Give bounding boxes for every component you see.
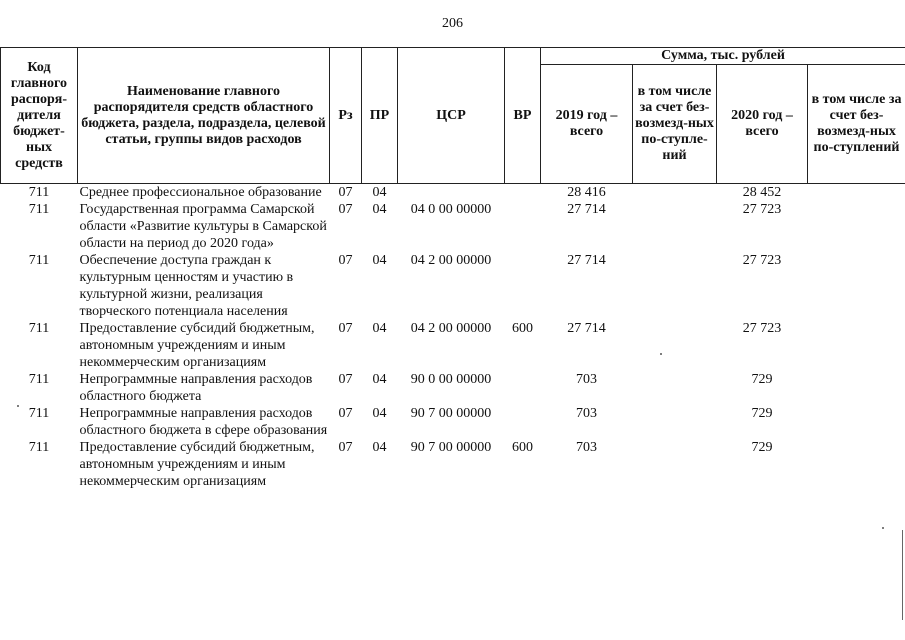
cell-pr: 04 bbox=[372, 253, 387, 268]
header-rz: Рз bbox=[330, 48, 362, 184]
cell-csr: 90 0 00 00000 bbox=[410, 372, 492, 387]
scan-edge-line bbox=[902, 530, 903, 620]
header-2019-gratis: в том числе за счет без-возмезд-ных по-ступле-ний bbox=[633, 65, 717, 184]
cell-rz: 07 bbox=[338, 372, 353, 387]
cell-2020-total: 729 bbox=[751, 406, 773, 421]
cell-2020-total: 28 452 bbox=[742, 185, 782, 200]
cell-2019-total: 27 714 bbox=[567, 321, 606, 336]
table-row bbox=[1, 252, 905, 320]
cell-2020-gratis bbox=[808, 184, 905, 202]
cell-2019-gratis bbox=[633, 405, 717, 439]
cell-vr bbox=[505, 201, 541, 252]
cell-vr bbox=[505, 405, 541, 439]
scan-speck bbox=[17, 405, 19, 407]
header-sum-group: Сумма, тыс. рублей bbox=[541, 48, 905, 65]
header-pr: ПР bbox=[362, 48, 398, 184]
cell-2020-total: 27 723 bbox=[742, 253, 782, 268]
cell-2020-gratis bbox=[808, 252, 905, 320]
cell-2019-gratis bbox=[633, 371, 717, 405]
header-2020-total: 2020 год – всего bbox=[717, 65, 808, 184]
cell-rz: 07 bbox=[338, 321, 353, 336]
cell-pr: 04 bbox=[372, 406, 387, 421]
scan-speck bbox=[882, 527, 884, 529]
cell-pr: 04 bbox=[372, 202, 387, 217]
header-2020-gratis: в том числе за счет без-возмезд-ных по-ступлений bbox=[808, 65, 905, 184]
cell-2019-total: 703 bbox=[576, 440, 597, 455]
cell-code: 711 bbox=[28, 321, 50, 336]
cell-rz: 07 bbox=[338, 185, 353, 200]
cell-rz: 07 bbox=[338, 253, 353, 268]
cell-2020-gratis bbox=[808, 439, 905, 490]
cell-code: 711 bbox=[28, 406, 50, 421]
cell-vr bbox=[505, 371, 541, 405]
header-vr: ВР bbox=[505, 48, 541, 184]
table-body bbox=[1, 184, 905, 491]
cell-pr: 04 bbox=[372, 372, 387, 387]
cell-csr: 04 2 00 00000 bbox=[410, 253, 492, 268]
cell-vr bbox=[505, 252, 541, 320]
cell-rz: 07 bbox=[338, 406, 353, 421]
cell-2020-gratis bbox=[808, 405, 905, 439]
cell-code: 711 bbox=[28, 253, 50, 268]
table-header bbox=[1, 48, 905, 184]
cell-csr: 04 0 00 00000 bbox=[410, 202, 492, 217]
cell-2019-total: 27 714 bbox=[567, 202, 606, 217]
cell-vr: 600 bbox=[512, 321, 533, 336]
cell-rz: 07 bbox=[338, 202, 353, 217]
cell-pr: 04 bbox=[372, 321, 387, 336]
header-name: Наименование главного распорядителя средств областного бюджета, раздела, подраздела, целевой статьи, группы видов расходов bbox=[78, 48, 330, 184]
cell-2019-total: 703 bbox=[576, 406, 597, 421]
header-csr: ЦСР bbox=[398, 48, 505, 184]
cell-2020-total: 729 bbox=[751, 440, 773, 455]
header-code: Код главного распоря-дителя бюджет-ных средств bbox=[1, 48, 78, 184]
cell-2019-gratis bbox=[633, 439, 717, 490]
cell-2019-gratis bbox=[633, 184, 717, 202]
cell-csr: 04 2 00 00000 bbox=[410, 321, 492, 336]
scan-speck bbox=[660, 353, 662, 355]
table-row bbox=[1, 439, 905, 490]
page-number: 206 bbox=[442, 16, 463, 31]
table-row bbox=[1, 371, 905, 405]
cell-2019-total: 703 bbox=[576, 372, 597, 387]
cell-2019-gratis bbox=[633, 320, 717, 371]
cell-2019-gratis bbox=[633, 252, 717, 320]
cell-code: 711 bbox=[28, 202, 50, 217]
cell-2019-total: 28 416 bbox=[567, 185, 606, 200]
cell-name: Предоставление субсидий бюджетным, автономным учреждениям и иным некоммерческим организациям bbox=[79, 321, 315, 370]
cell-2019-total: 27 714 bbox=[567, 253, 606, 268]
cell-name: Непрограммные направления расходов областного бюджета bbox=[79, 372, 313, 404]
cell-code: 711 bbox=[28, 440, 50, 455]
cell-name: Государственная программа Самарской области «Развитие культуры в Самарской области на период до 2020 года» bbox=[79, 202, 327, 251]
cell-name: Обеспечение доступа граждан к культурным ценностям и участию в культурной жизни, реализация творческого потенциала населения bbox=[79, 253, 294, 319]
cell-vr bbox=[505, 184, 541, 202]
cell-name: Среднее профессиональное образование bbox=[79, 185, 322, 200]
cell-2020-gratis bbox=[808, 371, 905, 405]
cell-rz: 07 bbox=[338, 440, 353, 455]
cell-csr: 90 7 00 00000 bbox=[410, 406, 492, 421]
cell-name: Предоставление субсидий бюджетным, автономным учреждениям и иным некоммерческим организациям bbox=[79, 440, 315, 489]
table-row bbox=[1, 405, 905, 439]
table-row bbox=[1, 184, 905, 202]
cell-vr: 600 bbox=[512, 440, 533, 455]
cell-pr: 04 bbox=[372, 440, 387, 455]
cell-code: 711 bbox=[28, 185, 50, 200]
cell-2019-gratis bbox=[633, 201, 717, 252]
cell-csr bbox=[398, 184, 505, 202]
cell-csr: 90 7 00 00000 bbox=[410, 440, 492, 455]
table-row bbox=[1, 201, 905, 252]
cell-2020-gratis bbox=[808, 201, 905, 252]
budget-table bbox=[0, 47, 905, 490]
header-2019-total: 2019 год – всего bbox=[541, 65, 633, 184]
cell-2020-gratis bbox=[808, 320, 905, 371]
cell-2020-total: 27 723 bbox=[742, 202, 782, 217]
cell-2020-total: 27 723 bbox=[742, 321, 782, 336]
cell-2020-total: 729 bbox=[751, 372, 773, 387]
cell-name: Непрограммные направления расходов областного бюджета в сфере образования bbox=[79, 406, 328, 438]
cell-code: 711 bbox=[28, 372, 50, 387]
table-row bbox=[1, 320, 905, 371]
cell-pr: 04 bbox=[372, 185, 387, 200]
